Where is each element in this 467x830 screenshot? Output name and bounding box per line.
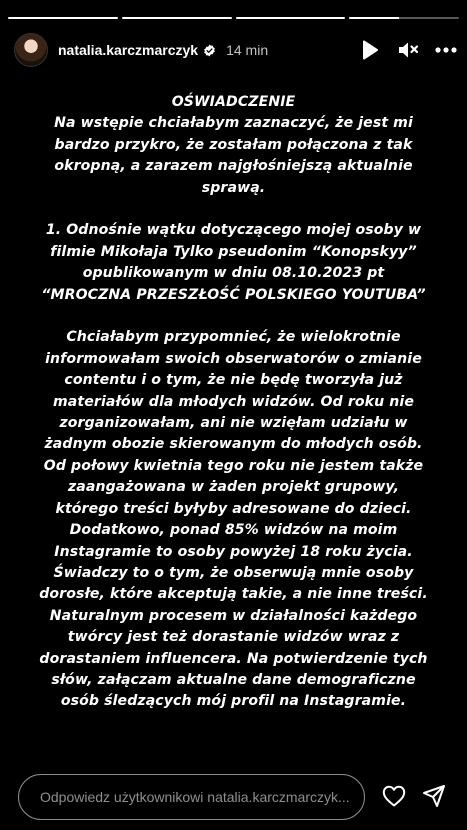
story-statement-text <box>20 92 447 713</box>
statement-line: słów, załączam aktualne dane demograficzne <box>51 671 416 688</box>
statement-line: zaangażowana w żaden projekt grupowy, <box>67 479 400 496</box>
statement-line: Na wstępie chciałabym zaznaczyć, że jest mi <box>54 115 413 132</box>
statement-line: twórcy jest też dorastanie widzów wraz z <box>67 629 400 646</box>
statement-point-1 <box>20 220 447 306</box>
statement-line: żadnym obozie skierowanym do młodych osób. <box>44 436 423 453</box>
send-icon[interactable] <box>421 783 447 809</box>
story-progress-segment <box>236 17 346 19</box>
reply-input[interactable] <box>38 788 364 806</box>
statement-line: Dodatkowo, ponad 85% widzów na moim <box>69 522 398 539</box>
statement-line: Chciałabym przypomnieć, że wielokrotnie <box>66 329 401 346</box>
mute-icon[interactable] <box>397 39 419 61</box>
statement-line: Naturalnym procesem w działalności każdego <box>49 607 418 624</box>
statement-line: okropną, a zarazem najgłośniejszą aktualnie <box>54 158 413 175</box>
statement-line: bardzo przykro, że zostałam połączona z tak <box>54 136 413 153</box>
story-progress-segment <box>349 17 459 19</box>
username[interactable]: natalia.karczmarczyk <box>58 42 199 58</box>
statement-line: opublikowanym w dniu 08.10.2023 pt <box>82 265 385 282</box>
more-icon[interactable] <box>435 39 457 61</box>
verified-badge-icon <box>203 44 216 57</box>
heart-icon[interactable] <box>381 783 407 809</box>
story-header <box>14 33 457 67</box>
post-time: 14 min <box>226 42 269 58</box>
statement-line: materiałów dla młodych widzów. Od roku nie <box>53 393 414 410</box>
story-progress-segment <box>122 17 232 19</box>
statement-line: Świadczy to o tym, że obserwują mnie osoby <box>53 564 414 581</box>
header-actions <box>359 39 457 61</box>
statement-line: filmie Mikołaja Tylko pseudonim “Konopskyy” <box>50 243 417 260</box>
story-progress-bar <box>8 17 459 19</box>
statement-line: dorastaniem influencera. Na potwierdzenie tych <box>39 650 428 667</box>
statement-line: Instagramie to osoby powyżej 18 roku życia. <box>54 543 413 560</box>
story-progress-segment <box>8 17 118 19</box>
statement-line: którego treści byłyby adresowane do dzieci. <box>55 500 412 517</box>
statement-line: osób śledzących mój profil na Instagramie. <box>60 693 407 710</box>
statement-line: sprawą. <box>201 179 266 196</box>
avatar[interactable] <box>14 33 48 67</box>
statement-line: contentu i o tym, że nie będę tworzyła już <box>64 372 403 389</box>
statement-intro <box>20 113 447 199</box>
statement-line: informowałam swoich obserwatorów o zmianie <box>45 350 422 367</box>
statement-line: zorganizowałam, ani nie wzięłam udziału w <box>59 415 408 432</box>
statement-line: dorosłe, które akceptują takie, a nie inne treści. <box>39 586 428 603</box>
statement-line: Od połowy kwietnia tego roku nie jestem także <box>43 457 424 474</box>
statement-body <box>20 327 447 712</box>
play-icon[interactable] <box>359 39 381 61</box>
statement-line: 1. Odnośnie wątku dotyczącego mojej osoby w <box>45 222 422 239</box>
statement-title: OŚWIADCZENIE <box>171 94 296 110</box>
reply-input-container[interactable] <box>18 774 365 820</box>
statement-line: “MROCZNA PRZESZŁOŚĆ POLSKIEGO YOUTUBA” <box>41 286 426 303</box>
